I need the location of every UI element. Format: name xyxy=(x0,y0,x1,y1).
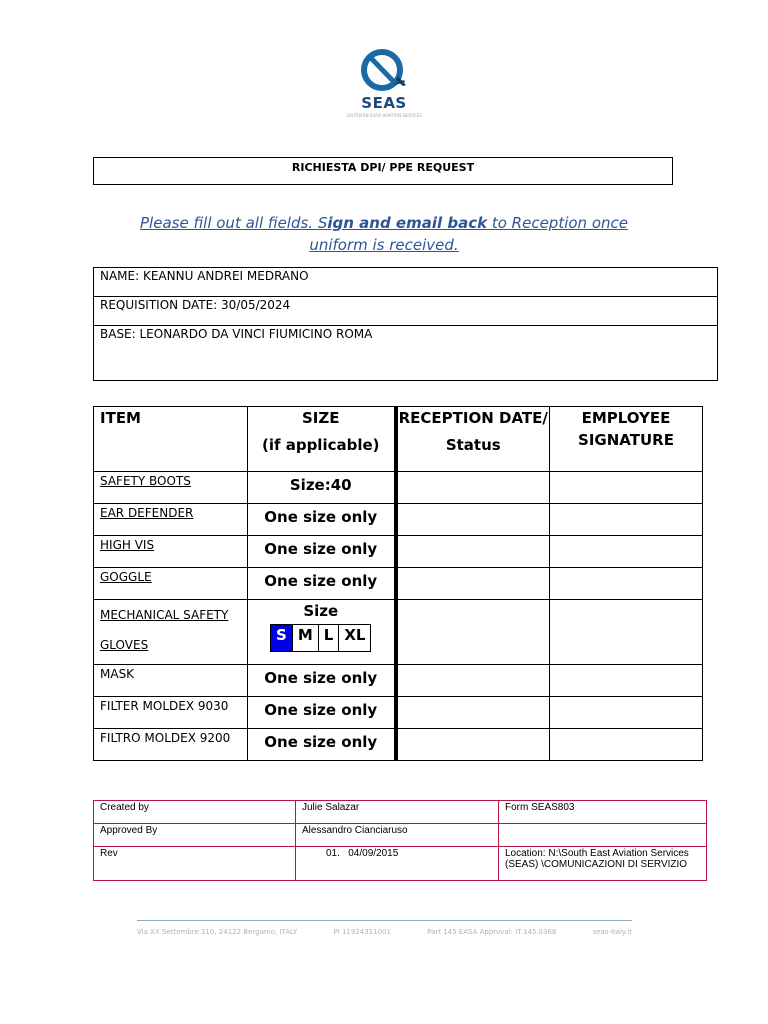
footer-address: Via XX Settembre 110, 24122 Bergamo, ITALY xyxy=(137,928,298,936)
header-reception-label: RECEPTION DATE/ xyxy=(398,409,548,427)
header-signature: EMPLOYEE SIGNATURE xyxy=(550,407,703,472)
approved-by-label: Approved By xyxy=(94,824,296,847)
item-name-cell xyxy=(94,665,248,697)
gloves-size-label: Size xyxy=(303,602,339,620)
item-size: One size only xyxy=(248,665,396,697)
reception-cell[interactable] xyxy=(396,729,550,761)
item-name: MASK xyxy=(100,667,135,681)
location-text: Location: N:\South East Aviation Services (SEAS) \COMUNICAZIONI DI SERVIZIO xyxy=(499,847,707,881)
signature-cell[interactable] xyxy=(550,697,703,729)
instruction-part2: to Reception once uniform is received. xyxy=(309,214,628,254)
footer-web: seas-italy.it xyxy=(592,928,632,936)
table-row xyxy=(94,472,703,504)
header-item: ITEM xyxy=(94,407,248,472)
logo-subtitle: SOUTHERN EURO AVIATION SERVICES xyxy=(346,113,422,118)
created-by-value: Julie Salazar xyxy=(296,801,499,824)
table-row xyxy=(94,568,703,600)
item-size: Size:40 xyxy=(248,472,396,504)
table-row xyxy=(94,729,703,761)
reception-cell[interactable] xyxy=(396,697,550,729)
item-name-cell xyxy=(94,729,248,761)
table-row xyxy=(94,697,703,729)
item-name: EAR DEFENDER xyxy=(100,506,194,520)
reception-cell[interactable] xyxy=(396,504,550,536)
size-option-m[interactable]: M xyxy=(292,625,318,652)
item-name: FILTER MOLDEX 9030 xyxy=(100,699,229,713)
logo-text: SEAS xyxy=(361,94,407,112)
form-title-box xyxy=(93,157,673,185)
base-field[interactable]: BASE: LEONARDO DA VINCI FIUMICINO ROMA xyxy=(94,326,718,381)
signature-cell[interactable] xyxy=(550,536,703,568)
approved-by-value: Alessandro Cianciaruso xyxy=(296,824,499,847)
signature-cell[interactable] xyxy=(550,729,703,761)
gloves-size-cell xyxy=(248,600,396,665)
footer-approval: Part 145 EASA Approval: IT.145.0368 xyxy=(427,928,557,936)
reception-cell[interactable] xyxy=(396,665,550,697)
reception-cell[interactable] xyxy=(396,600,550,665)
item-name-cell xyxy=(94,504,248,536)
header-size xyxy=(248,407,396,472)
instruction-text xyxy=(110,212,658,256)
table-row xyxy=(94,536,703,568)
item-size: One size only xyxy=(248,568,396,600)
item-name-cell xyxy=(94,536,248,568)
table-row xyxy=(94,504,703,536)
signature-cell[interactable] xyxy=(550,568,703,600)
item-name-cell xyxy=(94,472,248,504)
item-name-line2: GLOVES xyxy=(100,638,149,652)
gloves-size-options xyxy=(270,624,371,652)
name-field[interactable]: NAME: KEANNU ANDREI MEDRANO xyxy=(94,268,718,297)
item-size: One size only xyxy=(248,536,396,568)
footer-vat: PI 11924311001 xyxy=(333,928,391,936)
size-option-l[interactable]: L xyxy=(318,625,339,652)
item-name-cell xyxy=(94,600,248,665)
form-number: Form SEAS803 xyxy=(499,801,707,824)
header-size-label: SIZE xyxy=(301,409,340,427)
item-name: FILTRO MOLDEX 9200 xyxy=(100,731,231,745)
size-option-s[interactable]: S xyxy=(271,625,293,652)
reception-cell[interactable] xyxy=(396,472,550,504)
rev-value: 01. 04/09/2015 xyxy=(296,847,499,881)
signature-cell[interactable] xyxy=(550,504,703,536)
form-title: RICHIESTA DPI/ PPE REQUEST xyxy=(291,161,475,174)
instruction-part1: Please fill out all fields. S xyxy=(140,214,328,232)
item-name-cell xyxy=(94,568,248,600)
footer-divider xyxy=(137,920,632,921)
page-footer xyxy=(137,928,632,936)
signature-cell[interactable] xyxy=(550,600,703,665)
table-row-gloves xyxy=(94,600,703,665)
requisition-date-field[interactable]: REQUISITION DATE: 30/05/2024 xyxy=(94,297,718,326)
requester-info-table xyxy=(93,267,718,381)
table-row xyxy=(94,665,703,697)
empty-cell xyxy=(499,824,707,847)
reception-cell[interactable] xyxy=(396,568,550,600)
ppe-items-table xyxy=(93,406,703,761)
item-size: One size only xyxy=(248,729,396,761)
signature-cell[interactable] xyxy=(550,472,703,504)
item-size: One size only xyxy=(248,697,396,729)
item-name: SAFETY BOOTS xyxy=(100,474,191,488)
item-size: One size only xyxy=(248,504,396,536)
header-size-note: (if applicable) xyxy=(261,436,380,454)
document-control-table xyxy=(93,800,707,881)
header-reception-note: Status xyxy=(445,436,501,454)
created-by-label: Created by xyxy=(94,801,296,824)
size-option-xl[interactable]: XL xyxy=(339,625,371,652)
signature-cell[interactable] xyxy=(550,665,703,697)
item-name: GOGGLE xyxy=(100,570,152,584)
header-reception xyxy=(396,407,550,472)
item-name: MECHANICAL SAFETY xyxy=(100,608,229,622)
reception-cell[interactable] xyxy=(396,536,550,568)
instruction-bold: ign and email back xyxy=(327,214,488,232)
item-name: HIGH VIS xyxy=(100,538,155,552)
rev-label: Rev xyxy=(94,847,296,881)
item-name-cell xyxy=(94,697,248,729)
